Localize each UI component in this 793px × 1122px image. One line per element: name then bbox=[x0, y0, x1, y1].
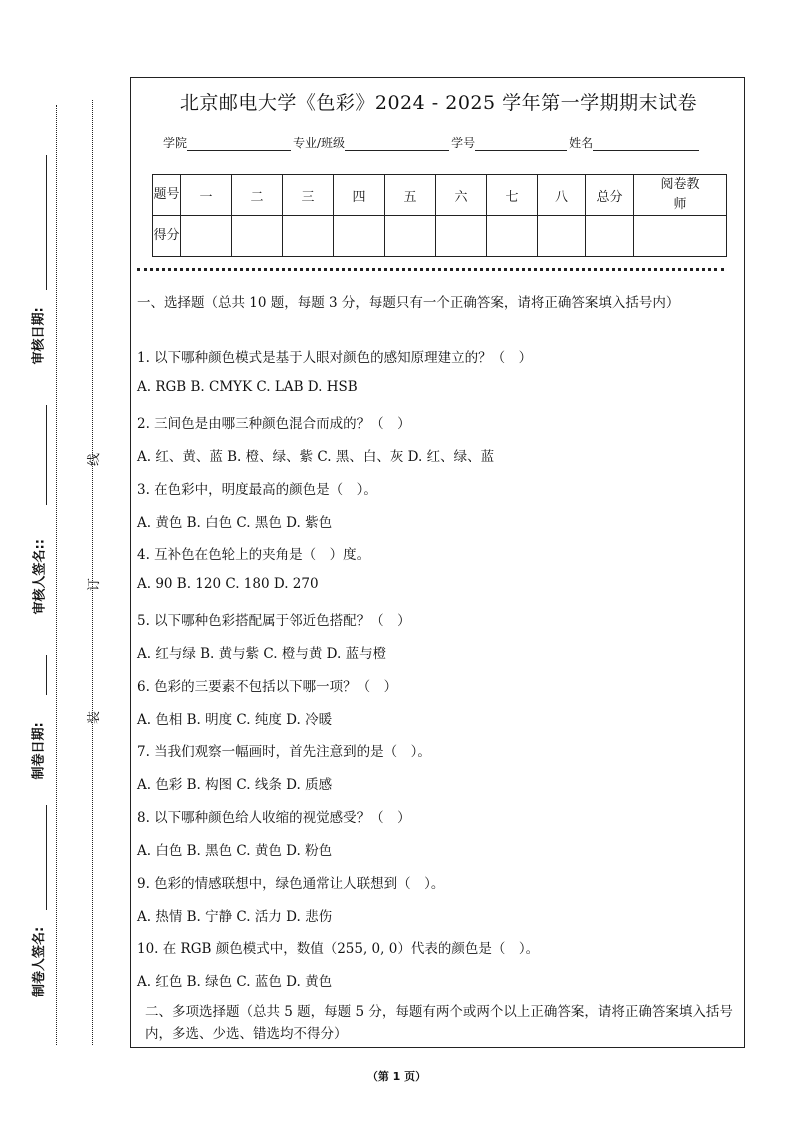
score-header-cell: 七 bbox=[487, 175, 538, 216]
score-row-label: 得分 bbox=[153, 216, 181, 257]
question-text: 3. 在色彩中，明度最高的颜色是（ ）。 bbox=[137, 482, 377, 498]
score-header-cell: 五 bbox=[385, 175, 436, 216]
score-header-cell: 四 bbox=[334, 175, 385, 216]
answer-options: A. 白色 B. 黑色 C. 黄色 D. 粉色 bbox=[137, 843, 333, 859]
answer-options: A. 热情 B. 宁静 C. 活力 D. 悲伤 bbox=[137, 909, 333, 925]
college-field[interactable] bbox=[187, 136, 291, 151]
score-cell[interactable] bbox=[634, 216, 727, 257]
score-cell[interactable] bbox=[334, 216, 385, 257]
reviewer-sign-underline bbox=[46, 405, 47, 505]
answer-options: A. 红、黄、蓝 B. 橙、绿、紫 C. 黑、白、灰 D. 红、绿、蓝 bbox=[137, 449, 495, 465]
score-cell[interactable] bbox=[232, 216, 283, 257]
score-header-cell: 六 bbox=[436, 175, 487, 216]
page-number: （第 1 页） bbox=[366, 1070, 427, 1083]
section1-heading: 一、选择题（总共 10 题，每题 3 分，每题只有一个正确答案，请将正确答案填入括号内） bbox=[137, 295, 680, 311]
student-id-field[interactable] bbox=[475, 136, 567, 151]
answer-options: A. RGB B. CMYK C. LAB D. HSB bbox=[137, 379, 358, 395]
make-date-label: 制卷日期: bbox=[31, 722, 47, 780]
question-text: 4. 互补色在色轮上的夹角是（ ）度。 bbox=[137, 547, 371, 563]
maker-sign-underline bbox=[46, 805, 47, 910]
answer-options: A. 色彩 B. 构图 C. 线条 D. 质感 bbox=[137, 777, 333, 793]
score-cell[interactable] bbox=[586, 216, 634, 257]
name-label: 姓名 bbox=[569, 136, 594, 150]
review-date-underline bbox=[46, 155, 47, 290]
answer-options: A. 黄色 B. 白色 C. 黑色 D. 紫色 bbox=[137, 515, 333, 531]
answer-options: A. 色相 B. 明度 C. 纯度 D. 冷暖 bbox=[137, 712, 333, 728]
review-date-label: 审核日期: bbox=[31, 307, 47, 365]
make-date-underline bbox=[46, 655, 47, 695]
score-header-cell: 三 bbox=[283, 175, 334, 216]
question-text: 10. 在 RGB 颜色模式中，数值（255, 0, 0）代表的颜色是（ ）。 bbox=[137, 941, 540, 957]
major-label: 专业/班级 bbox=[293, 136, 346, 150]
score-table-score-row bbox=[153, 216, 727, 257]
exam-frame bbox=[130, 77, 745, 1048]
score-cell[interactable] bbox=[436, 216, 487, 257]
score-header-cell: 总分 bbox=[586, 175, 634, 216]
college-label: 学院 bbox=[163, 136, 188, 150]
score-table bbox=[152, 174, 727, 257]
score-header-cell: 八 bbox=[538, 175, 586, 216]
name-field[interactable] bbox=[593, 136, 699, 151]
score-cell[interactable] bbox=[385, 216, 436, 257]
score-header-cell: 二 bbox=[232, 175, 283, 216]
question-text: 7. 当我们观察一幅画时，首先注意到的是（ ）。 bbox=[137, 744, 431, 760]
score-cell[interactable] bbox=[283, 216, 334, 257]
cut-line-char-ding: 订 bbox=[87, 577, 103, 592]
binding-dotted-line-inner bbox=[92, 100, 93, 1045]
question-text: 1. 以下哪种颜色模式是基于人眼对颜色的感知原理建立的？（ ） bbox=[137, 350, 533, 366]
score-cell[interactable] bbox=[538, 216, 586, 257]
score-header-cell: 题号 bbox=[153, 175, 181, 216]
section2-heading: 二、多项选择题（总共 5 题，每题 5 分，每题有两个或两个以上正确答案，请将正确答案填入括号内，多选、少选、错选均不得分） bbox=[145, 1004, 733, 1042]
binding-dotted-line-outer bbox=[56, 105, 57, 1045]
score-header-cell: 阅卷教师 bbox=[634, 175, 727, 216]
score-cell[interactable] bbox=[487, 216, 538, 257]
question-text: 8. 以下哪种颜色给人收缩的视觉感受？（ ） bbox=[137, 810, 411, 826]
binding-strip bbox=[0, 0, 130, 1122]
exam-title: 北京邮电大学《色彩》2024 - 2025 学年第一学期期末试卷 bbox=[179, 92, 698, 114]
cut-line-char-zhuang: 装 bbox=[87, 710, 103, 725]
question-text: 9. 色彩的情感联想中，绿色通常让人联想到（ ）。 bbox=[137, 876, 445, 892]
question-text: 6. 色彩的三要素不包括以下哪一项？（ ） bbox=[137, 679, 398, 695]
reviewer-sign-label: 审核人签名:: bbox=[32, 539, 48, 615]
cut-line-char-xian: 线 bbox=[87, 452, 103, 467]
major-field[interactable] bbox=[345, 136, 449, 151]
student-info-row bbox=[163, 134, 701, 151]
header-divider bbox=[137, 268, 724, 271]
question-text: 5. 以下哪种色彩搭配属于邻近色搭配？（ ） bbox=[137, 613, 411, 629]
score-table-header-row bbox=[153, 175, 727, 216]
score-header-cell: 一 bbox=[181, 175, 232, 216]
answer-options: A. 红色 B. 绿色 C. 蓝色 D. 黄色 bbox=[137, 974, 333, 990]
student-id-label: 学号 bbox=[451, 136, 476, 150]
question-text: 2. 三间色是由哪三种颜色混合而成的？（ ） bbox=[137, 416, 411, 432]
answer-options: A. 90 B. 120 C. 180 D. 270 bbox=[137, 576, 319, 592]
maker-sign-label: 制卷人签名: bbox=[32, 926, 47, 997]
answer-options: A. 红与绿 B. 黄与紫 C. 橙与黄 D. 蓝与橙 bbox=[137, 646, 387, 662]
score-cell[interactable] bbox=[181, 216, 232, 257]
